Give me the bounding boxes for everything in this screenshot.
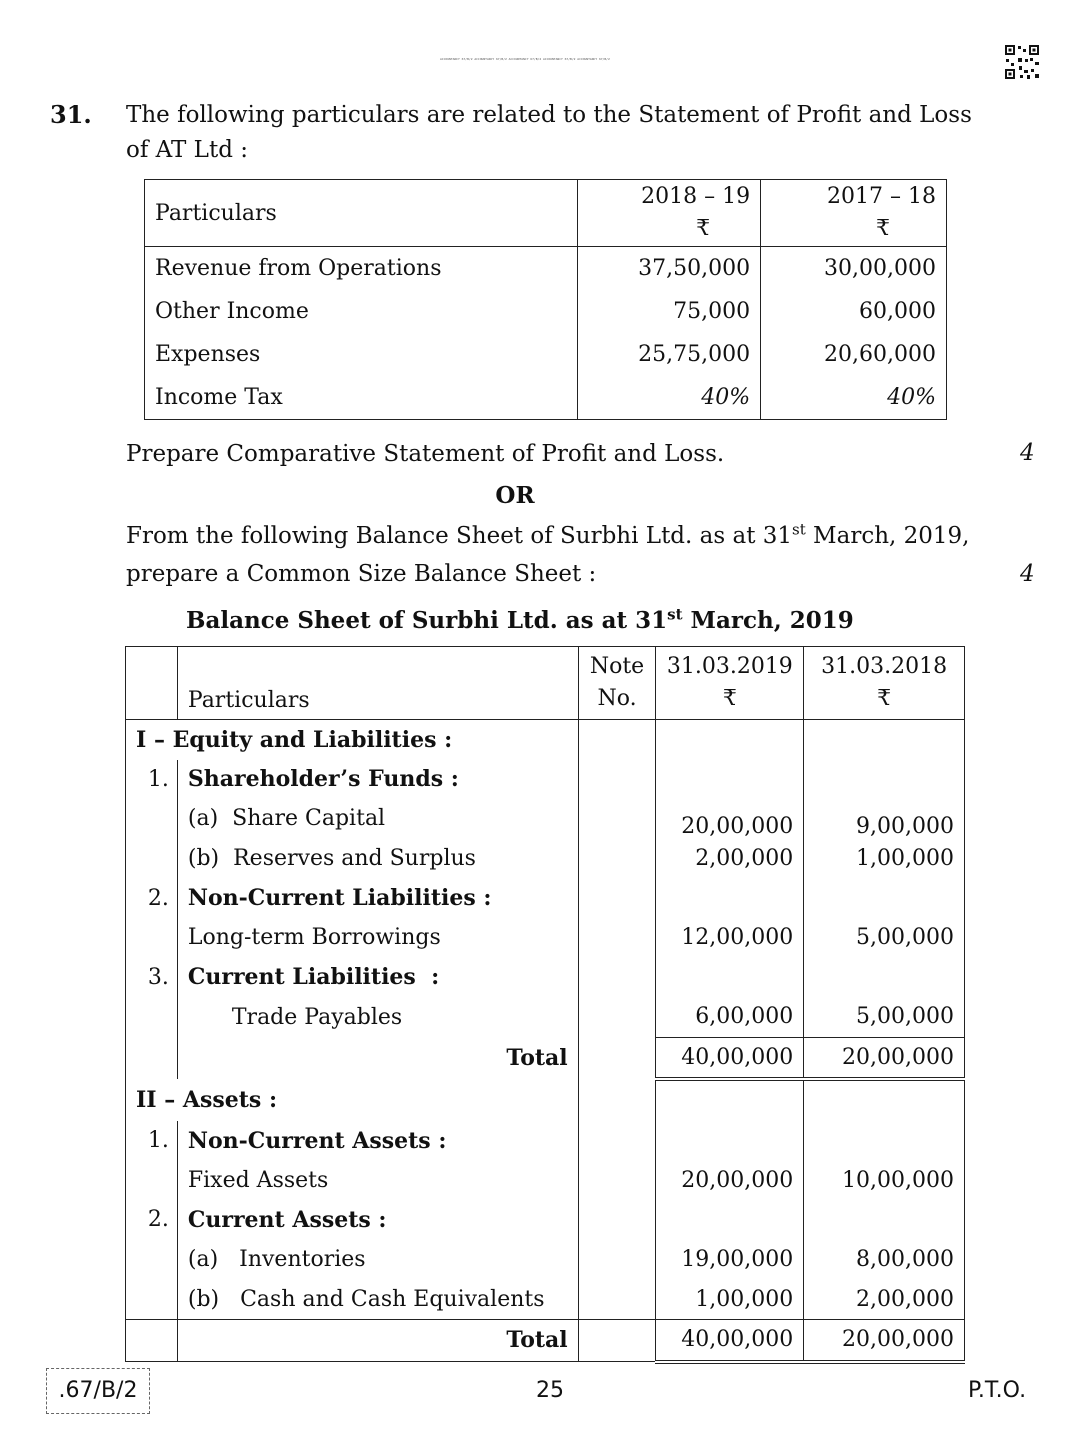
value-2018: 8,00,000 [804,1240,965,1280]
row-number [126,839,178,879]
value-2019: 12,00,000 [656,918,804,958]
header-date-2018 [804,647,965,720]
row-label: Long-term Borrowings [177,918,578,958]
row-label: (a) Inventories [177,1240,578,1280]
marks-label: 4 [1020,561,1035,587]
note-cell [578,760,656,800]
value-2018: 9,00,000 [804,799,965,839]
row-label: (b) Cash and Cash Equivalents [177,1279,578,1319]
table-row [145,376,947,420]
value-2018: 2,00,000 [804,1279,965,1319]
header-particulars: Particulars [177,647,578,720]
value-2018: 5,00,000 [804,997,965,1037]
table-header-row [145,180,947,247]
row-label: Other Income [145,290,578,333]
text-segment: From the following Balance Sheet of Surbhi Ltd. as at 31 [126,523,793,549]
table-row [126,1240,965,1280]
value-2019: 6,00,000 [656,997,804,1037]
row-value-2017-18: 20,60,000 [761,333,947,376]
table-row [126,1200,965,1240]
value-2019 [656,1121,804,1161]
value-2019: 20,00,000 [656,799,804,839]
value-2018: 5,00,000 [804,918,965,958]
row-number [126,1240,178,1280]
header-year-2018-19 [578,180,761,247]
note-cell [578,918,656,958]
value-2019: 40,00,000 [656,1037,804,1079]
value-2018 [804,958,965,998]
alternative-intro-line1 [126,518,969,554]
row-label: Fixed Assets [177,1161,578,1201]
value-2018: 20,00,000 [804,1319,965,1361]
rupee-symbol: ₹ [696,216,711,241]
value-2018 [804,878,965,918]
note-label: No. [597,686,637,711]
section-heading: I – Equity and Liabilities : [126,720,579,760]
header-year-2017-18 [761,180,947,247]
value-2019: 20,00,000 [656,1161,804,1201]
table-row [126,760,965,800]
rupee-symbol: ₹ [876,216,890,241]
table-row [145,290,947,333]
section-heading: II – Assets : [126,1079,579,1121]
profit-loss-particulars-table [144,179,947,420]
table-row [126,958,965,998]
table-row [145,247,947,291]
superscript: st [792,520,806,539]
rupee-symbol: ₹ [877,686,892,711]
alternative-intro-line2: prepare a Common Size Balance Sheet : [126,561,597,587]
qr-code-icon [1004,44,1040,80]
row-number [126,1319,178,1361]
note-cell [578,1279,656,1319]
note-cell [578,1240,656,1280]
note-cell [578,997,656,1037]
table-row [126,1161,965,1201]
please-turn-over: P.T.O. [968,1378,1027,1403]
note-cell [578,1079,656,1121]
table-row [126,878,965,918]
value-2018 [804,1079,965,1121]
value-2019 [656,958,804,998]
row-label: (a) Share Capital [177,799,578,839]
value-2018: 10,00,000 [804,1161,965,1201]
row-label: Expenses [145,333,578,376]
value-2019 [656,1079,804,1121]
table-row [126,1079,965,1121]
question-intro-line1: The following particulars are related to the Statement of Profit and Loss [126,102,972,128]
header-particulars: Particulars [145,180,578,247]
row-number: 1. [126,1121,178,1161]
total-label: Total [177,1319,578,1361]
row-value-2017-18: 40% [761,376,947,420]
note-cell [578,878,656,918]
row-number [126,997,178,1037]
total-label: Total [177,1037,578,1079]
date-label: 31.03.2018 [821,654,948,679]
row-number [126,1037,178,1079]
table-header-row [126,647,965,720]
note-cell [578,839,656,879]
row-value-2018-19: 75,000 [578,290,761,333]
row-number [126,799,178,839]
year-label: 2018 – 19 [641,184,751,209]
date-label: 31.03.2019 [666,654,793,679]
header-date-2019 [656,647,804,720]
value-2019 [656,760,804,800]
table-row [126,1037,965,1079]
row-value-2017-18: 60,000 [761,290,947,333]
value-2019 [656,1200,804,1240]
balance-sheet-body [126,720,965,1362]
row-value-2018-19: 40% [578,376,761,420]
question-intro-line2: of AT Ltd : [126,137,248,163]
header-note-no [578,647,656,720]
table-row [126,918,965,958]
security-microtext: ACCOUNTANCY 67/B/2 ACCOUNTANCY 67/B/2 ACCOUNTANCY 67/B/2 ACCOUNTANCY 67/B/2 ACCOUNTANCY 67/B/2 [440,57,610,61]
value-2019: 19,00,000 [656,1240,804,1280]
superscript: st [667,605,683,624]
row-number [126,1279,178,1319]
table-row [126,1319,965,1361]
table-row [126,799,965,839]
question-number: 31. [50,100,92,129]
table-row [126,1279,965,1319]
header-serial [126,647,178,720]
text-segment: Balance Sheet of Surbhi Ltd. as at 31 [186,607,668,634]
marks-label: 4 [1020,440,1035,466]
row-number: 2. [126,878,178,918]
row-number [126,1161,178,1201]
table-row [145,333,947,376]
value-2019 [656,878,804,918]
table-row [126,1121,965,1161]
table-row [126,720,965,760]
note-cell [578,1200,656,1240]
table-row [126,839,965,879]
row-value-2018-19: 25,75,000 [578,333,761,376]
value-2019: 40,00,000 [656,1319,804,1361]
text-segment: March, 2019 [682,607,854,634]
row-number: 2. [126,1200,178,1240]
value-2019: 2,00,000 [656,839,804,879]
row-number: 3. [126,958,178,998]
paper-code: .67/B/2 [46,1368,150,1414]
page-number: 25 [536,1378,564,1403]
note-cell [578,1319,656,1361]
note-cell [578,1121,656,1161]
note-label: Note [589,654,645,679]
value-2018 [804,720,965,760]
note-cell [578,1037,656,1079]
row-label: Non-Current Assets : [177,1121,578,1161]
value-2019: 1,00,000 [656,1279,804,1319]
value-2018: 1,00,000 [804,839,965,879]
row-label: Non-Current Liabilities : [177,878,578,918]
table-row [126,997,965,1037]
value-2018 [804,1121,965,1161]
row-label: (b) Reserves and Surplus [177,839,578,879]
year-label: 2017 – 18 [827,184,936,209]
row-label: Current Liabilities : [177,958,578,998]
rupee-symbol: ₹ [722,686,737,711]
row-label: Income Tax [145,376,578,420]
row-value-2017-18: 30,00,000 [761,247,947,291]
row-number: 1. [126,760,178,800]
row-label: Revenue from Operations [145,247,578,291]
value-2018 [804,1200,965,1240]
value-2018 [804,760,965,800]
row-value-2018-19: 37,50,000 [578,247,761,291]
note-cell [578,720,656,760]
row-number [126,918,178,958]
value-2019 [656,720,804,760]
note-cell [578,1161,656,1201]
text-segment: March, 2019, [805,523,970,549]
balance-sheet-table [125,646,965,1364]
value-2018: 20,00,000 [804,1037,965,1079]
row-label: Shareholder’s Funds : [177,760,578,800]
note-cell [578,799,656,839]
or-separator: OR [495,482,535,509]
instruction-comparative: Prepare Comparative Statement of Profit and Loss. [126,441,725,467]
row-label: Trade Payables [177,997,578,1037]
row-label: Current Assets : [177,1200,578,1240]
balance-sheet-title [186,607,854,634]
note-cell [578,958,656,998]
